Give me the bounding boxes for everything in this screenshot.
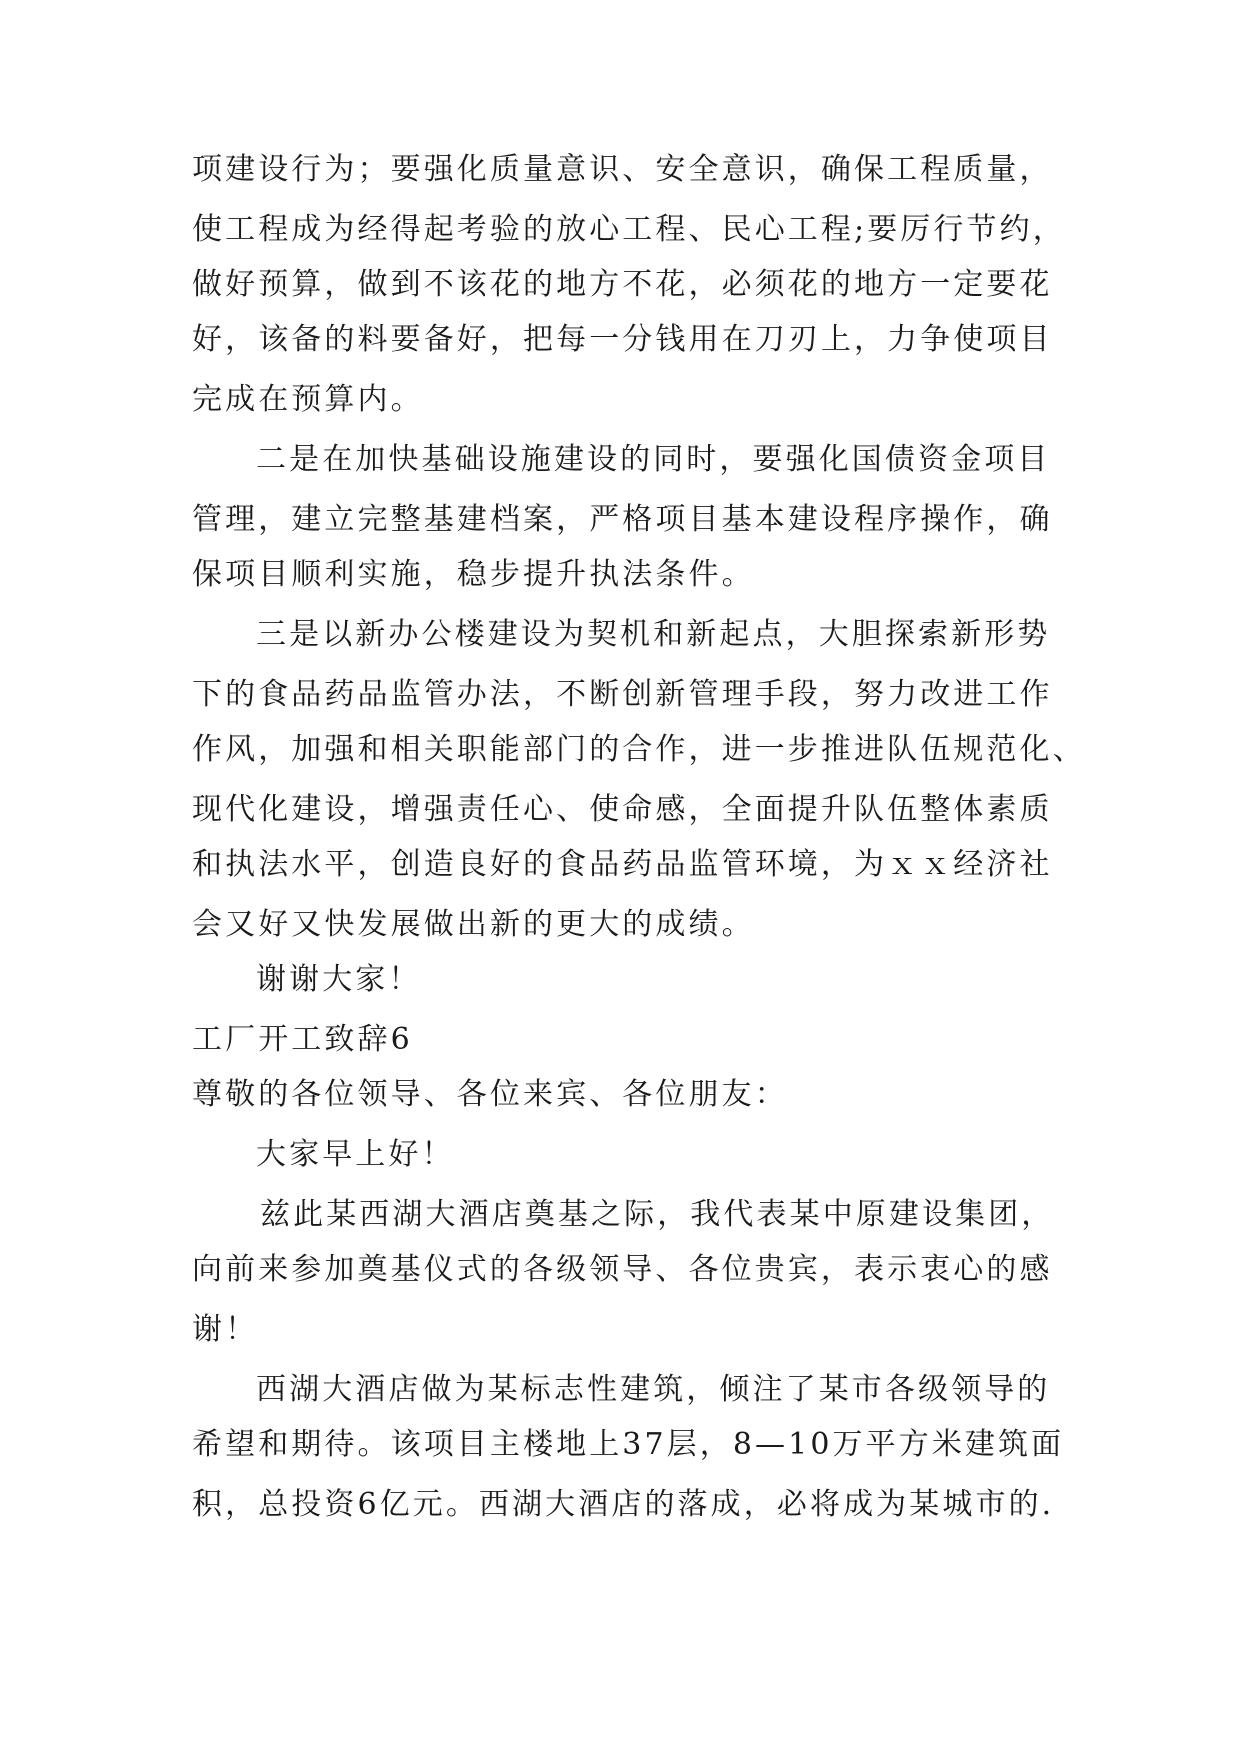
body-text-line: 会又好又快发展做出新的更大的成绩。 (192, 907, 755, 942)
paragraph-start-line: 西湖大酒店做为某标志性建筑，倾注了某市各级领导的 (256, 1372, 1051, 1407)
body-text-line: 做好预算，做到不该花的地方不花，必须花的地方一定要花 (192, 267, 1053, 302)
body-text-line: 完成在预算内。 (192, 382, 424, 417)
body-text-line: 积，总投资6亿元。西湖大酒店的落成，必将成为某城市的. (192, 1487, 1055, 1522)
body-text-line: 现代化建设，增强责任心、使命感，全面提升队伍整体素质 (192, 792, 1053, 827)
salutation-line: 尊敬的各位领导、各位来宾、各位朋友： (192, 1077, 788, 1112)
body-text-line: 下的食品药品监管办法，不断创新管理手段，努力改进工作 (192, 677, 1053, 712)
body-text-line: 谢！ (192, 1312, 259, 1347)
closing-thanks-line: 谢谢大家！ (256, 962, 422, 997)
body-text-line: 项建设行为；要强化质量意识、安全意识，确保工程质量， (192, 152, 1053, 187)
paragraph-start-line: 三是以新办公楼建设为契机和新起点，大胆探索新形势 (256, 617, 1051, 652)
body-text-line: 使工程成为经得起考验的放心工程、民心工程;要厉行节约， (192, 212, 1066, 247)
section-heading: 工厂开工致辞6 (192, 1022, 413, 1057)
body-text-line: 管理，建立完整基建档案，严格项目基本建设程序操作，确 (192, 502, 1053, 537)
paragraph-start-line: 兹此某西湖大酒店奠基之际，我代表某中原建设集团， (260, 1197, 1055, 1232)
paragraph-start-line: 二是在加快基础设施建设的同时，要强化国债资金项目 (256, 442, 1051, 477)
body-text-line: 向前来参加奠基仪式的各级领导、各位贵宾，表示衷心的感 (192, 1252, 1053, 1287)
body-text-line: 作风，加强和相关职能部门的合作，进一步推进队伍规范化、 (192, 732, 1086, 767)
body-text-line: 好，该备的料要备好，把每一分钱用在刀刃上，力争使项目 (192, 322, 1053, 357)
body-text-line: 保项目顺利实施，稳步提升执法条件。 (192, 557, 755, 592)
body-text-line: 和执法水平，创造良好的食品药品监管环境，为ｘｘ经济社 (192, 847, 1053, 882)
greeting-line: 大家早上好！ (256, 1137, 455, 1172)
body-text-line: 希望和期待。该项目主楼地上37层，8—10万平方米建筑面 (192, 1427, 1065, 1462)
